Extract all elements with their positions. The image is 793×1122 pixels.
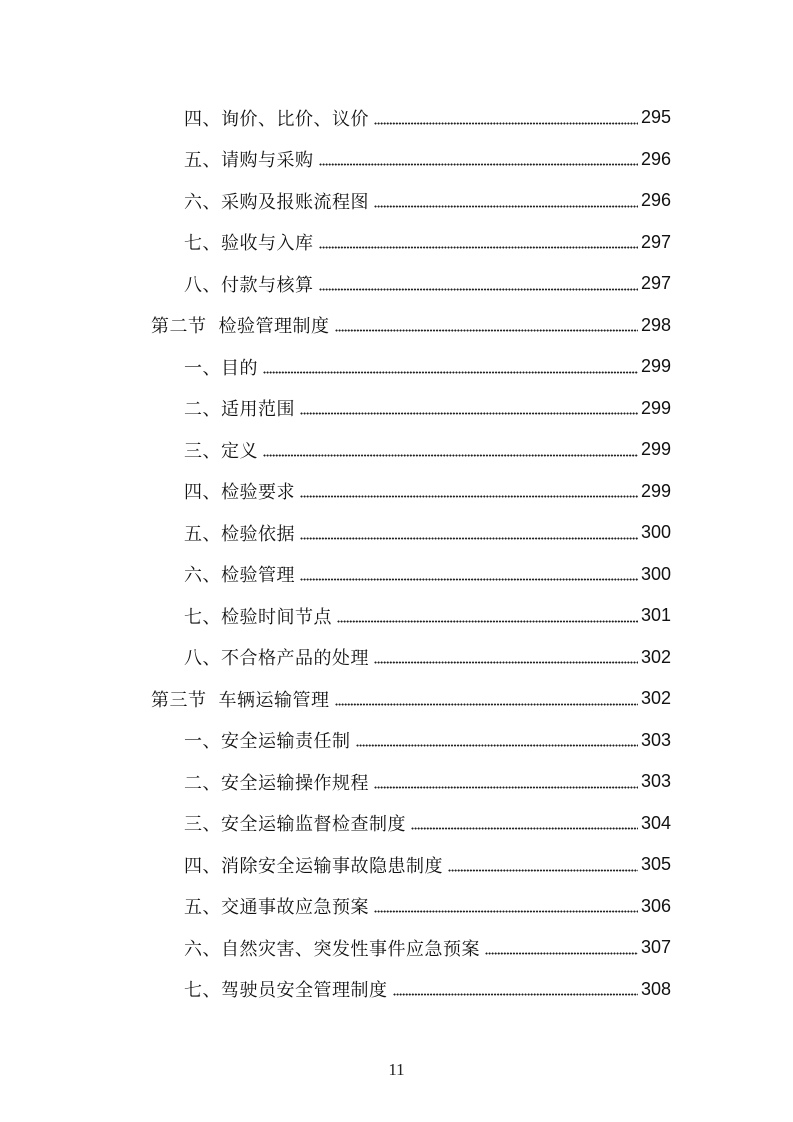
toc-entry-title: 消除安全运输事故隐患制度 [221,855,443,877]
dot-leader [374,898,638,914]
toc-entry-number: 三、 [184,814,221,836]
dot-leader [374,649,638,665]
toc-entry[interactable] [0,720,793,762]
toc-entry[interactable] [0,637,793,679]
toc-entry-page: 299 [641,480,672,501]
dot-leader [300,525,638,541]
toc-entry-number: 一、 [184,357,221,379]
dot-leader [374,193,638,209]
toc-entry-title: 定义 [221,440,258,462]
dot-leader [374,774,638,790]
toc-entry-number: 四、 [184,855,221,877]
toc-entry-title: 安全运输监督检查制度 [221,814,406,836]
toc-entry[interactable] [0,886,793,928]
toc-entry-number: 二、 [184,399,221,421]
toc-entry-page: 300 [641,522,672,543]
toc-entry-page: 295 [641,107,672,128]
dot-leader [335,317,639,333]
toc-entry[interactable] [0,180,793,222]
toc-entry-title: 验收与入库 [221,233,314,255]
toc-section-title: 检验管理制度 [218,316,330,338]
toc-section-page: 298 [641,314,672,335]
toc-entry[interactable] [0,554,793,596]
toc-entry-page: 299 [641,356,672,377]
toc-entry-title: 检验依据 [221,523,295,545]
toc-entry[interactable] [0,844,793,886]
toc-entry-title: 交通事故应急预案 [221,897,369,919]
toc-section-number: 第二节 [151,316,207,338]
toc-entry-title: 安全运输操作规程 [221,772,369,794]
toc-entry-title: 不合格产品的处理 [221,648,369,670]
toc-entry-page: 303 [641,729,672,750]
toc-entry-title: 请购与采购 [221,150,314,172]
dot-leader [337,608,638,624]
dot-leader [448,857,638,873]
toc-section[interactable] [0,305,793,347]
toc-entry[interactable] [0,803,793,845]
toc-entry-page: 303 [641,771,672,792]
toc-entry-title: 适用范围 [221,399,295,421]
dot-leader [300,566,638,582]
toc-entry-number: 八、 [184,274,221,296]
toc-entry-page: 297 [641,273,672,294]
toc-entry[interactable] [0,222,793,264]
toc-entry-number: 六、 [184,565,221,587]
toc-entry[interactable] [0,139,793,181]
toc-entry-page: 301 [641,605,672,626]
toc-entry[interactable] [0,969,793,1011]
toc-entry[interactable] [0,346,793,388]
dot-leader [374,110,638,126]
toc-entry[interactable] [0,471,793,513]
toc-entry-number: 八、 [184,648,221,670]
toc-entry-page: 302 [641,646,672,667]
toc-entry-title: 检验时间节点 [221,606,332,628]
toc-entry-page: 307 [641,937,672,958]
toc-entry-number: 五、 [184,523,221,545]
dot-leader [319,234,639,250]
toc-entry-page: 296 [641,148,672,169]
toc-entry-title: 安全运输责任制 [221,731,351,753]
toc-entry[interactable] [0,595,793,637]
toc-entry-title: 询价、比价、议价 [221,108,369,130]
dot-leader [300,400,638,416]
dot-leader [356,732,639,748]
toc-entry[interactable] [0,388,793,430]
table-of-contents [0,97,793,1010]
dot-leader [335,691,639,707]
toc-entry-title: 检验要求 [221,482,295,504]
toc-section[interactable] [0,678,793,720]
toc-entry[interactable] [0,429,793,471]
dot-leader [319,151,639,167]
dot-leader [300,483,638,499]
dot-leader [393,981,639,997]
toc-entry-title: 目的 [221,357,258,379]
toc-entry-page: 297 [641,231,672,252]
toc-entry[interactable] [0,761,793,803]
toc-entry-number: 七、 [184,606,221,628]
toc-entry-number: 二、 [184,772,221,794]
toc-entry-number: 五、 [184,897,221,919]
toc-entry-title: 自然灾害、突发性事件应急预案 [221,938,480,960]
toc-section-number: 第三节 [151,689,207,711]
toc-entry-page: 296 [641,190,672,211]
toc-section-title: 车辆运输管理 [218,689,330,711]
toc-entry-page: 304 [641,812,672,833]
toc-entry[interactable] [0,97,793,139]
dot-leader [263,359,638,375]
toc-entry-title: 采购及报账流程图 [221,191,369,213]
toc-entry-number: 六、 [184,191,221,213]
toc-entry[interactable] [0,512,793,554]
dot-leader [319,276,639,292]
page-number: 11 [388,1060,405,1079]
toc-entry[interactable] [0,927,793,969]
dot-leader [263,442,638,458]
toc-entry-number: 五、 [184,150,221,172]
dot-leader [485,940,638,956]
toc-entry-page: 300 [641,563,672,584]
toc-entry-page: 299 [641,397,672,418]
toc-entry[interactable] [0,263,793,305]
toc-entry-page: 308 [641,978,672,999]
toc-entry-title: 付款与核算 [221,274,314,296]
dot-leader [411,815,638,831]
toc-entry-page: 299 [641,439,672,460]
toc-entry-number: 一、 [184,731,221,753]
toc-entry-number: 七、 [184,980,221,1002]
toc-entry-number: 四、 [184,482,221,504]
toc-entry-number: 三、 [184,440,221,462]
toc-entry-title: 检验管理 [221,565,295,587]
toc-section-page: 302 [641,688,672,709]
toc-entry-number: 七、 [184,233,221,255]
toc-entry-page: 305 [641,854,672,875]
toc-entry-title: 驾驶员安全管理制度 [221,980,388,1002]
toc-entry-page: 306 [641,895,672,916]
toc-entry-number: 四、 [184,108,221,130]
toc-entry-number: 六、 [184,938,221,960]
